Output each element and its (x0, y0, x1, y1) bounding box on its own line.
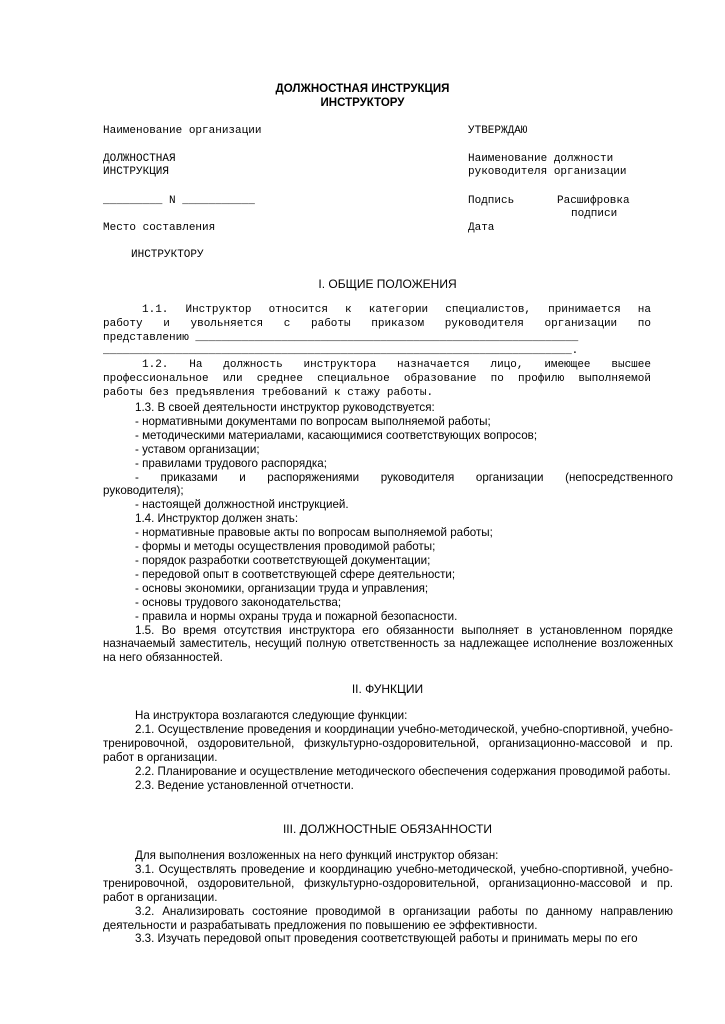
section-3-heading: III. ДОЛЖНОСТНЫЕ ОБЯЗАННОСТИ (282, 822, 493, 836)
guidance-item-orders-line2: руководителя); (103, 484, 184, 498)
clause-1-1-line2: работу и увольняется с работы приказом руководителя организации по (103, 317, 651, 330)
doc-title-line2: ИНСТРУКТОРУ (320, 97, 405, 109)
knowledge-item: - основы трудового законодательства; (135, 595, 342, 609)
addressee: ИНСТРУКТОРУ (131, 249, 204, 261)
clause-1-3 (103, 401, 673, 665)
knowledge-item: - формы и методы осуществления проводимой работы; (135, 540, 436, 554)
doc-title-line1: ДОЛЖНОСТНАЯ ИНСТРУКЦИЯ (275, 83, 450, 95)
doc-type-line1: ДОЛЖНОСТНАЯ (103, 153, 176, 165)
guidance-item: - уставом организации; (135, 442, 260, 456)
head-position-line2: руководителя организации (468, 166, 627, 178)
date-label: Дата (468, 222, 495, 234)
clause-1-2-line2: профессиональное или среднее специальное образование по профилю выполняемой (103, 372, 651, 385)
section-3-body (103, 849, 673, 946)
knowledge-item: - порядок разработки соответствующей документации; (135, 553, 431, 567)
section-2-heading: II. ФУНКЦИИ (351, 682, 424, 696)
clause-1-3-intro: 1.3. В своей деятельности инструктор руководствуется: (135, 401, 435, 414)
clause-1-1 (103, 304, 651, 359)
clause-1-2 (103, 359, 651, 400)
function-2-3: 2.3. Ведение установленной отчетности. (135, 778, 354, 792)
section-3-intro: Для выполнения возложенных на него функций инструктор обязан: (135, 849, 499, 862)
knowledge-item: - передовой опыт в соответствующей сфере деятельности; (135, 567, 456, 581)
knowledge-item: - основы экономики, организации труда и управления; (135, 581, 429, 595)
knowledge-item: - нормативные правовые акты по вопросам выполняемой работы; (135, 526, 493, 540)
decode-label-line2: подписи (571, 208, 618, 220)
duty-3-2: 3.2. Анализировать состояние проводимой в организации работы по данному направлению деятельности и разрабатывать предложения по повышению ее эффективности. (103, 904, 673, 932)
clause-1-2-line3: работы без предъявления требований к стажу работы. (103, 386, 434, 399)
guidance-item: - нормативными документами по вопросам выполняемой работы; (135, 414, 491, 428)
function-2-1: 2.1. Осуществление проведения и координации учебно-методической, учебно-спортивной, учебно-тренировочной, оздоровительной, физкультурно-оздоровительной, организационно-массовой и пр. работ в организации. (103, 722, 673, 764)
clause-1-4-intro: 1.4. Инструктор должен знать: (135, 512, 299, 526)
clause-1-5: 1.5. Во время отсутствия инструктора его обязанности выполняет в установленном порядке назначаемый заместитель, несущий полную ответственность за надлежащее исполнение возложенных на него обязанностей. (103, 623, 673, 665)
clause-1-2-line1: 1.2. На должность инструктора назначается лицо, имеющее высшее (142, 359, 651, 371)
clause-1-1-line3: представлению __________________________________________________________ (103, 331, 579, 344)
duty-3-1: 3.1. Осуществлять проведение и координацию учебно-методической, учебно-спортивной, учебно-тренировочной, оздоровительной, физкультурно-оздоровительной, организационно-массовой и пр. работ в организации. (103, 862, 673, 904)
section-1-heading: I. ОБЩИЕ ПОЛОЖЕНИЯ (318, 277, 457, 291)
org-name: Наименование организации (103, 125, 262, 137)
guidance-item: - методическими материалами, касающимися соответствующих вопросов; (135, 428, 538, 442)
knowledge-item: - правила и нормы охраны труда и пожарной безопасности. (135, 609, 458, 623)
section-2-intro: На инструктора возлагаются следующие функции: (135, 709, 408, 722)
place-label: Место составления (103, 222, 216, 234)
guidance-item: - правилами трудового распорядка; (135, 456, 327, 470)
duty-3-3: 3.3. Изучать передовой опыт проведения соответствующей работы и принимать меры по его (135, 932, 638, 946)
decode-label-line1: Расшифровка (557, 195, 630, 207)
clause-1-1-line1: 1.1. Инструктор относится к категории специалистов, принимается на (142, 304, 651, 316)
doc-number-line: _________ N ___________ (103, 195, 255, 207)
section-2-body (103, 709, 673, 792)
doc-type-line2: ИНСТРУКЦИЯ (103, 166, 170, 178)
guidance-item-orders-line1: - приказами и распоряжениями руководителя организации (непосредственного (135, 470, 673, 484)
approve-label: УТВЕРЖДАЮ (468, 125, 528, 137)
head-position-line1: Наименование должности (468, 153, 614, 165)
guidance-item: - настоящей должностной инструкцией. (135, 498, 349, 512)
signature-label: Подпись (468, 195, 515, 207)
function-2-2: 2.2. Планирование и осуществление методического обеспечения содержания проводимой работы. (135, 764, 671, 778)
clause-1-1-line4: _______________________________________________________________________. (103, 345, 579, 358)
